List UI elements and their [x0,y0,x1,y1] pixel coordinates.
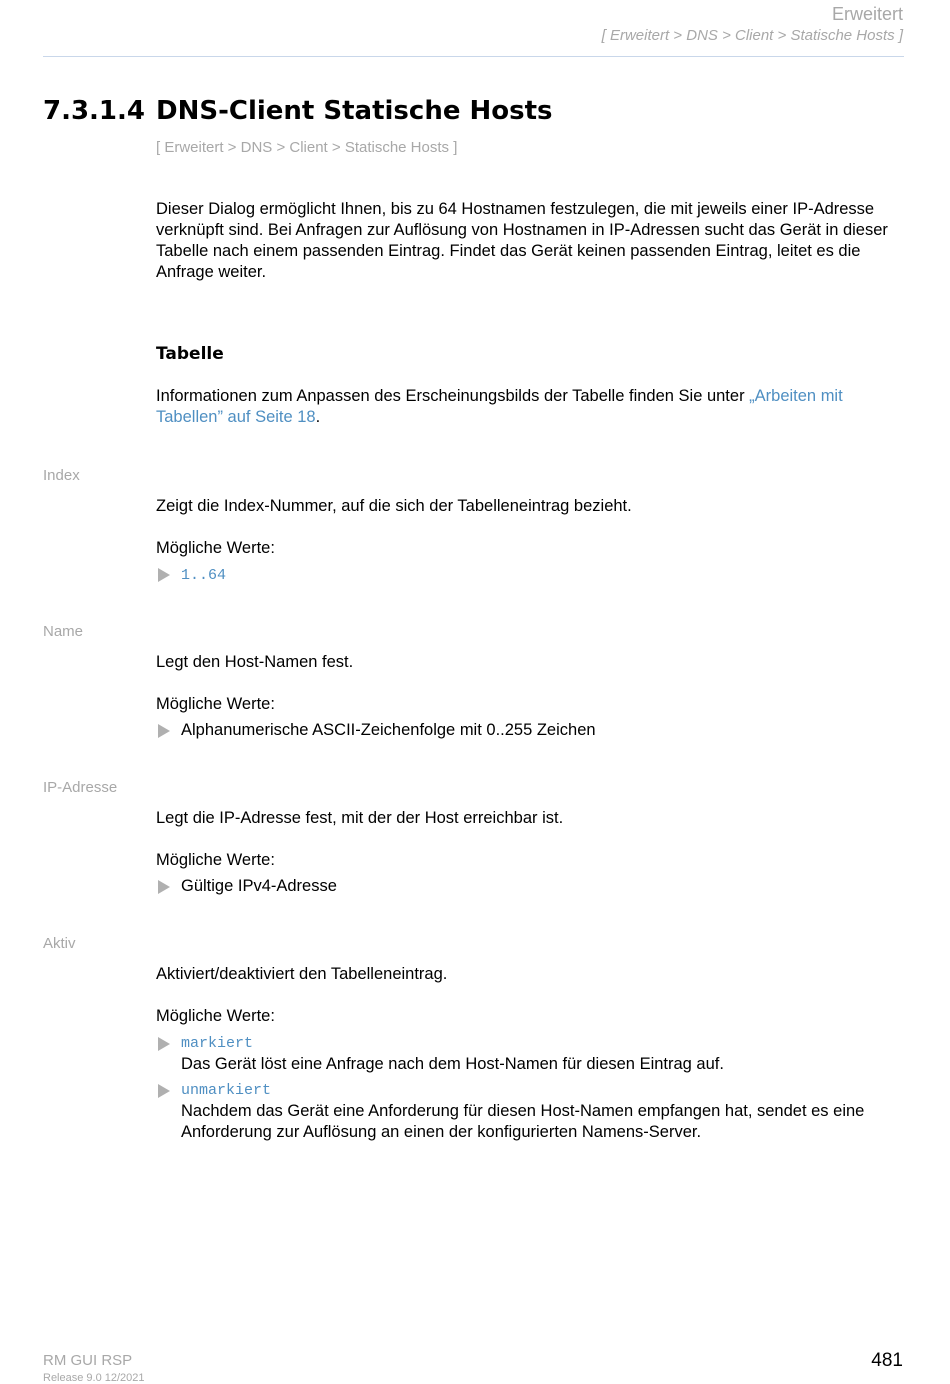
param-desc-ip: Legt die IP-Adresse fest, mit der der Host erreichbar ist. [156,809,564,827]
page-number: 481 [871,1350,903,1371]
bullet-triangle-icon [158,724,170,738]
value-item-unmarkiert [156,1080,904,1143]
value-code-markiert: markiert [181,1035,254,1052]
possible-values-ip: Mögliche Werte: [156,851,275,869]
value-code-index: 1..64 [181,567,227,584]
section-breadcrumb: [ Erweitert > DNS > Client > Statische Hosts ] [156,139,458,156]
header-divider [43,56,904,57]
possible-values-name: Mögliche Werte: [156,695,275,713]
table-info-text: Informationen zum Anpassen des Erscheinungsbilds der Tabelle finden Sie unter [156,387,750,405]
param-desc-active: Aktiviert/deaktiviert den Tabelleneintrag. [156,965,448,983]
value-item-markiert [156,1033,904,1075]
value-item-ip [156,876,904,897]
bullet-triangle-icon [158,880,170,894]
footer-doc-name: RM GUI RSP [43,1352,133,1369]
running-header-title: Erweitert [831,4,903,24]
table-info-link[interactable]: „Arbeiten mit Tabellen” auf Seite 18 [156,387,843,426]
value-text-markiert: Das Gerät löst eine Anfrage nach dem Host-Namen für diesen Eintrag auf. [181,1055,724,1073]
value-item-name [156,720,904,741]
param-label-active: Aktiv [43,935,76,952]
section-number: 7.3.1.4 [43,96,145,126]
table-info-end: . [315,408,321,426]
value-code-unmarkiert: unmarkiert [181,1082,272,1099]
possible-values-active: Mögliche Werte: [156,1007,275,1025]
bullet-triangle-icon [158,1084,170,1098]
bullet-triangle-icon [158,568,170,582]
value-text-name: Alphanumerische ASCII-Zeichenfolge mit 0..255 Zeichen [181,721,596,739]
value-text-unmarkiert: Nachdem das Gerät eine Anforderung für diesen Host-Namen empfangen hat, sendet es eine Anforderung zur Auflösung an einen der konfigurierten Namens-Server. [181,1102,865,1141]
bullet-triangle-icon [158,1037,170,1051]
value-item-index [156,564,904,586]
param-desc-index: Zeigt die Index-Nummer, auf die sich der Tabelleneintrag bezieht. [156,497,632,515]
section-title: DNS-Client Statische Hosts [156,96,553,126]
possible-values-index: Mögliche Werte: [156,539,275,557]
running-header-breadcrumb: [ Erweitert > DNS > Client > Statische Hosts ] [601,27,903,44]
value-text-ip: Gültige IPv4-Adresse [181,877,337,895]
param-desc-name: Legt den Host-Namen fest. [156,653,354,671]
table-info-paragraph [156,386,896,428]
footer-release: Release 9.0 12/2021 [43,1372,145,1384]
param-label-index: Index [43,467,80,484]
param-label-name: Name [43,623,84,640]
intro-paragraph: Dieser Dialog ermöglicht Ihnen, bis zu 64 Hostnamen festzulegen, die mit jeweils einer IP-Adresse verknüpft sind. Bei Anfragen zur Auflösung von Hostnamen in IP-Adressen sucht das Gerät in dieser Tabelle nach einem passenden Eintrag. Findet das Gerät keinen passenden Eintrag, leitet es die Anfrage weiter. [156,200,888,281]
table-heading: Tabelle [156,344,224,364]
param-label-ip: IP-Adresse [43,779,118,796]
